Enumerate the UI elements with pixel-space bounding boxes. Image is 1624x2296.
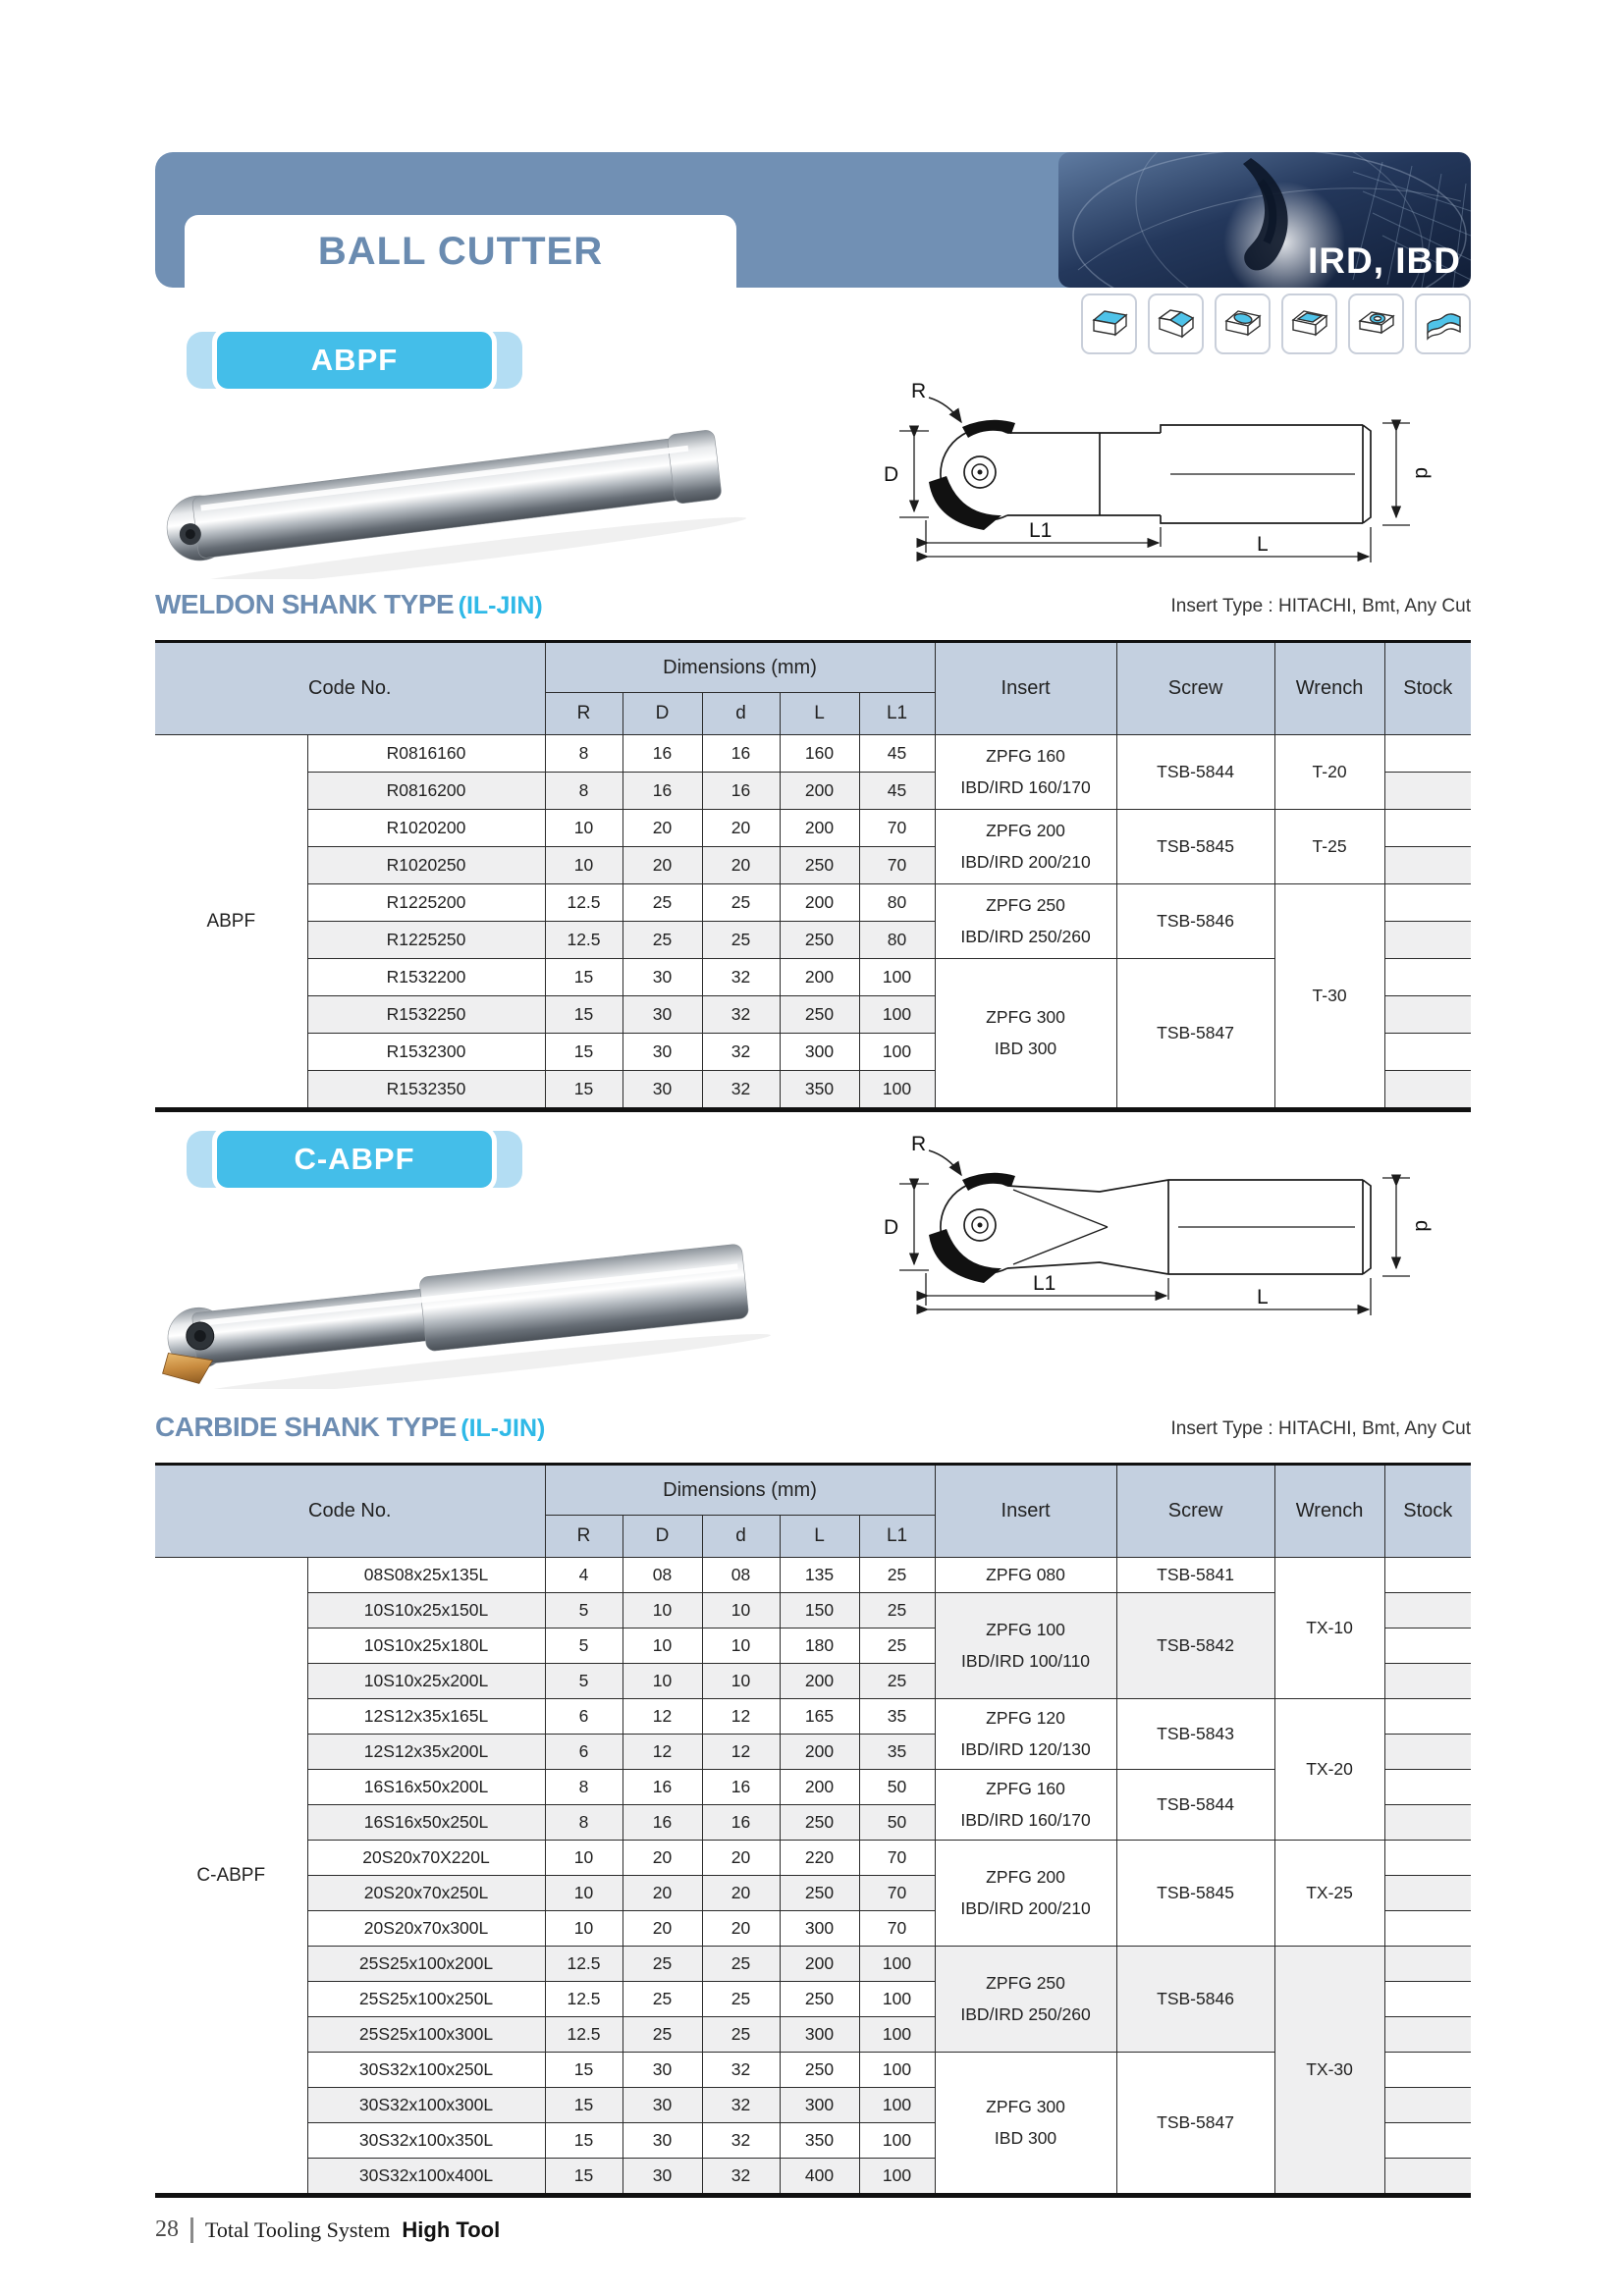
cell-dim: 32 [702, 996, 780, 1034]
insert-type-note: Insert Type : HITACHI, Bmt, Any Cut [1170, 1418, 1471, 1439]
cell-code: 12S12x35x165L [307, 1699, 545, 1735]
cell-stock [1384, 1911, 1471, 1947]
cell-dim: 100 [859, 1071, 935, 1110]
diagram-label-r: R [911, 380, 927, 402]
cell-dim: 100 [859, 959, 935, 996]
cell-dim: 25 [702, 2017, 780, 2053]
cell-code: R0816200 [307, 773, 545, 810]
cell-dim: 45 [859, 735, 935, 773]
cell-dim: 08 [623, 1558, 702, 1593]
header-band [155, 152, 1471, 288]
cell-dim: 400 [780, 2159, 859, 2196]
col-stock: Stock [1384, 1465, 1471, 1558]
cell-dim: 350 [780, 1071, 859, 1110]
cell-dim: 25 [702, 1982, 780, 2017]
cell-dim: 100 [859, 1034, 935, 1071]
col-dimensions: Dimensions (mm) [545, 1465, 935, 1516]
cell-stock [1384, 1071, 1471, 1110]
cell-dim: 20 [623, 1841, 702, 1876]
col-dim-D: D [623, 693, 702, 735]
ramp-milling-icon [1215, 294, 1271, 354]
cell-stock [1384, 922, 1471, 959]
cell-dim: 20 [623, 810, 702, 847]
cell-dim: 10 [545, 1841, 623, 1876]
diagram-label-L: L [1257, 533, 1269, 556]
col-dim-R: R [545, 1516, 623, 1558]
cell-wrench: T-25 [1274, 810, 1384, 884]
page-footer [155, 2216, 500, 2243]
badge-abpf-label: ABPF [310, 343, 399, 377]
cell-code: 10S10x25x200L [307, 1664, 545, 1699]
section-title-carbide [155, 1412, 1471, 1443]
cell-dim: 70 [859, 847, 935, 884]
cell-dim: 16 [702, 773, 780, 810]
diagram-label-D: D [884, 1216, 899, 1239]
col-dim-d: d [702, 1516, 780, 1558]
col-wrench: Wrench [1274, 642, 1384, 735]
cell-dim: 12.5 [545, 2017, 623, 2053]
cell-dim: 220 [780, 1841, 859, 1876]
cell-stock [1384, 1735, 1471, 1770]
cell-dim: 100 [859, 996, 935, 1034]
cell-screw: TSB-5847 [1116, 2053, 1274, 2196]
cell-dim: 20 [623, 847, 702, 884]
cell-group: C-ABPF [155, 1558, 307, 2196]
spec-table [155, 640, 1471, 1112]
cell-stock [1384, 1770, 1471, 1805]
cell-dim: 15 [545, 959, 623, 996]
badge-abpf [187, 332, 522, 389]
cell-dim: 32 [702, 2053, 780, 2088]
cell-dim: 20 [623, 1911, 702, 1947]
cell-dim: 200 [780, 1735, 859, 1770]
cell-dim: 12.5 [545, 1982, 623, 2017]
cell-insert: ZPFG 250 IBD/IRD 250/260 [935, 884, 1116, 959]
c-abpf-diagram [864, 1121, 1443, 1322]
cell-code: 20S20x70x250L [307, 1876, 545, 1911]
cell-dim: 12 [623, 1699, 702, 1735]
cell-insert: ZPFG 250 IBD/IRD 250/260 [935, 1947, 1116, 2053]
cell-screw: TSB-5845 [1116, 810, 1274, 884]
cell-dim: 80 [859, 922, 935, 959]
cell-dim: 20 [702, 1841, 780, 1876]
cell-screw: TSB-5841 [1116, 1558, 1274, 1593]
cell-dim: 250 [780, 996, 859, 1034]
cell-dim: 8 [545, 735, 623, 773]
cell-stock [1384, 1805, 1471, 1841]
cell-dim: 200 [780, 810, 859, 847]
cell-dim: 10 [545, 1911, 623, 1947]
cell-dim: 30 [623, 1071, 702, 1110]
c-abpf-product-photo [118, 1212, 805, 1389]
cell-stock [1384, 2123, 1471, 2159]
col-dim-L1: L1 [859, 693, 935, 735]
cell-dim: 25 [859, 1664, 935, 1699]
col-screw: Screw [1116, 1465, 1274, 1558]
cell-stock [1384, 2017, 1471, 2053]
cell-dim: 70 [859, 810, 935, 847]
cell-dim: 165 [780, 1699, 859, 1735]
cell-dim: 16 [623, 1805, 702, 1841]
cell-code: 20S20x70X220L [307, 1841, 545, 1876]
badge-c-abpf [187, 1131, 522, 1188]
cell-code: 10S10x25x150L [307, 1593, 545, 1629]
cell-stock [1384, 1664, 1471, 1699]
cell-insert: ZPFG 200 IBD/IRD 200/210 [935, 1841, 1116, 1947]
cell-dim: 250 [780, 1805, 859, 1841]
series-label: IRD, IBD [1308, 240, 1461, 281]
profile-milling-icon [1415, 294, 1471, 354]
cell-code: 30S32x100x400L [307, 2159, 545, 2196]
cell-screw: TSB-5844 [1116, 1770, 1274, 1841]
col-dim-L: L [780, 693, 859, 735]
cell-code: R1532300 [307, 1034, 545, 1071]
cell-dim: 20 [702, 1876, 780, 1911]
cell-dim: 12.5 [545, 1947, 623, 1982]
diagram-label-D: D [884, 463, 899, 486]
cell-stock [1384, 735, 1471, 773]
cell-dim: 25 [623, 1947, 702, 1982]
cell-code: 08S08x25x135L [307, 1558, 545, 1593]
cell-dim: 10 [545, 810, 623, 847]
cell-dim: 15 [545, 2088, 623, 2123]
cell-dim: 70 [859, 1911, 935, 1947]
diagram-label-L1: L1 [1029, 519, 1053, 542]
cell-dim: 15 [545, 2123, 623, 2159]
cell-dim: 135 [780, 1558, 859, 1593]
col-code: Code No. [155, 1465, 545, 1558]
cell-dim: 45 [859, 773, 935, 810]
cell-dim: 5 [545, 1629, 623, 1664]
cell-dim: 30 [623, 2159, 702, 2196]
cell-insert: ZPFG 120 IBD/IRD 120/130 [935, 1699, 1116, 1770]
cell-dim: 10 [702, 1593, 780, 1629]
cell-dim: 20 [702, 847, 780, 884]
cell-dim: 100 [859, 2017, 935, 2053]
cell-dim: 350 [780, 2123, 859, 2159]
cell-dim: 20 [702, 810, 780, 847]
cell-dim: 4 [545, 1558, 623, 1593]
cell-dim: 300 [780, 2017, 859, 2053]
col-dim-R: R [545, 693, 623, 735]
cell-stock [1384, 1982, 1471, 2017]
cell-dim: 200 [780, 1664, 859, 1699]
cell-dim: 35 [859, 1699, 935, 1735]
cell-dim: 10 [545, 847, 623, 884]
shank-type-brand: (IL-JIN) [460, 1415, 546, 1442]
cell-stock [1384, 2053, 1471, 2088]
footer-brand: High Tool [402, 2216, 501, 2242]
cell-dim: 50 [859, 1770, 935, 1805]
cell-dim: 16 [702, 1770, 780, 1805]
cell-code: R1225250 [307, 922, 545, 959]
cell-dim: 80 [859, 884, 935, 922]
cell-stock [1384, 1947, 1471, 1982]
cell-dim: 200 [780, 773, 859, 810]
spec-table [155, 1463, 1471, 2198]
cell-code: 16S16x50x250L [307, 1805, 545, 1841]
cell-code: 10S10x25x180L [307, 1629, 545, 1664]
col-insert: Insert [935, 1465, 1116, 1558]
cell-dim: 6 [545, 1699, 623, 1735]
cell-insert: ZPFG 300 IBD 300 [935, 959, 1116, 1110]
cell-wrench: TX-20 [1274, 1699, 1384, 1841]
cell-wrench: TX-25 [1274, 1841, 1384, 1947]
cell-dim: 200 [780, 884, 859, 922]
cell-dim: 30 [623, 2088, 702, 2123]
col-dimensions: Dimensions (mm) [545, 642, 935, 693]
cell-dim: 35 [859, 1735, 935, 1770]
cell-dim: 16 [623, 735, 702, 773]
col-wrench: Wrench [1274, 1465, 1384, 1558]
diagram-label-L1: L1 [1033, 1272, 1056, 1295]
diagram-label-d: d [1411, 467, 1434, 479]
cell-dim: 08 [702, 1558, 780, 1593]
cell-dim: 250 [780, 2053, 859, 2088]
page-title-box [185, 215, 736, 288]
cell-code: 16S16x50x200L [307, 1770, 545, 1805]
cell-group: ABPF [155, 735, 307, 1110]
cell-code: 25S25x100x200L [307, 1947, 545, 1982]
cell-dim: 70 [859, 1841, 935, 1876]
face-milling-icon [1081, 294, 1137, 354]
cell-dim: 30 [623, 2123, 702, 2159]
cell-dim: 12.5 [545, 884, 623, 922]
cell-dim: 32 [702, 2088, 780, 2123]
cell-dim: 16 [702, 1805, 780, 1841]
cell-stock [1384, 2088, 1471, 2123]
cell-code: 25S25x100x250L [307, 1982, 545, 2017]
cell-dim: 16 [702, 735, 780, 773]
cell-code: R1020200 [307, 810, 545, 847]
cell-code: 30S32x100x250L [307, 2053, 545, 2088]
cell-dim: 10 [623, 1629, 702, 1664]
section-title-weldon [155, 589, 1471, 620]
cell-stock [1384, 847, 1471, 884]
cell-dim: 180 [780, 1629, 859, 1664]
col-screw: Screw [1116, 642, 1274, 735]
col-stock: Stock [1384, 642, 1471, 735]
cell-dim: 100 [859, 2159, 935, 2196]
shank-type-brand: (IL-JIN) [458, 592, 543, 619]
col-insert: Insert [935, 642, 1116, 735]
cell-dim: 8 [545, 1805, 623, 1841]
cell-dim: 10 [623, 1664, 702, 1699]
header-photo [1058, 152, 1471, 288]
cell-stock [1384, 1841, 1471, 1876]
cell-dim: 20 [702, 1911, 780, 1947]
cell-code: 30S32x100x350L [307, 2123, 545, 2159]
cell-code: R0816160 [307, 735, 545, 773]
cell-dim: 15 [545, 996, 623, 1034]
cell-screw: TSB-5847 [1116, 959, 1274, 1110]
cell-screw: TSB-5845 [1116, 1841, 1274, 1947]
cell-dim: 300 [780, 1034, 859, 1071]
cell-dim: 250 [780, 1876, 859, 1911]
cell-dim: 25 [859, 1593, 935, 1629]
diagram-label-r: R [911, 1133, 927, 1155]
cell-dim: 15 [545, 2053, 623, 2088]
cell-stock [1384, 959, 1471, 996]
cell-dim: 15 [545, 1034, 623, 1071]
cell-insert: ZPFG 300 IBD 300 [935, 2053, 1116, 2196]
cell-dim: 12 [702, 1699, 780, 1735]
cell-dim: 25 [702, 1947, 780, 1982]
cell-wrench: TX-30 [1274, 1947, 1384, 2196]
cell-code: R1020250 [307, 847, 545, 884]
slot-milling-icon [1281, 294, 1337, 354]
cell-code: R1532350 [307, 1071, 545, 1110]
cell-dim: 100 [859, 1947, 935, 1982]
cell-dim: 200 [780, 1770, 859, 1805]
cell-dim: 160 [780, 735, 859, 773]
cell-code: 12S12x35x200L [307, 1735, 545, 1770]
cell-dim: 20 [623, 1876, 702, 1911]
cell-stock [1384, 2159, 1471, 2196]
cell-dim: 25 [623, 884, 702, 922]
cell-dim: 25 [859, 1629, 935, 1664]
footer-divider [190, 2217, 193, 2243]
cell-dim: 32 [702, 1071, 780, 1110]
cell-stock [1384, 1876, 1471, 1911]
cell-dim: 200 [780, 959, 859, 996]
cell-dim: 300 [780, 2088, 859, 2123]
cell-wrench: T-30 [1274, 884, 1384, 1110]
abpf-product-photo [123, 407, 771, 579]
cell-stock [1384, 884, 1471, 922]
cell-dim: 15 [545, 1071, 623, 1110]
cell-insert: ZPFG 080 [935, 1558, 1116, 1593]
cell-dim: 250 [780, 922, 859, 959]
cell-code: 25S25x100x300L [307, 2017, 545, 2053]
shank-type-title: WELDON SHANK TYPE [155, 589, 455, 619]
cell-screw: TSB-5846 [1116, 884, 1274, 959]
cell-dim: 150 [780, 1593, 859, 1629]
cell-stock [1384, 1593, 1471, 1629]
cell-wrench: T-20 [1274, 735, 1384, 810]
cell-dim: 30 [623, 2053, 702, 2088]
cell-dim: 15 [545, 2159, 623, 2196]
cell-dim: 50 [859, 1805, 935, 1841]
cell-dim: 100 [859, 2123, 935, 2159]
cell-stock [1384, 1034, 1471, 1071]
cell-insert: ZPFG 100 IBD/IRD 100/110 [935, 1593, 1116, 1699]
cell-screw: TSB-5843 [1116, 1699, 1274, 1770]
cell-dim: 250 [780, 1982, 859, 2017]
cell-screw: TSB-5844 [1116, 735, 1274, 810]
cell-dim: 200 [780, 1947, 859, 1982]
cell-dim: 25 [623, 2017, 702, 2053]
cell-insert: ZPFG 200 IBD/IRD 200/210 [935, 810, 1116, 884]
cell-dim: 25 [702, 922, 780, 959]
cell-stock [1384, 1699, 1471, 1735]
cell-stock [1384, 773, 1471, 810]
cell-dim: 16 [623, 1770, 702, 1805]
cell-dim: 12 [702, 1735, 780, 1770]
abpf-diagram [864, 368, 1443, 569]
col-code: Code No. [155, 642, 545, 735]
cell-dim: 32 [702, 959, 780, 996]
cell-dim: 32 [702, 2159, 780, 2196]
carbide-spec-table [155, 1463, 1471, 2198]
badge-c-abpf-label: C-ABPF [294, 1142, 415, 1176]
footer-tagline: Total Tooling System [205, 2216, 391, 2242]
cell-dim: 30 [623, 1034, 702, 1071]
col-dim-D: D [623, 1516, 702, 1558]
cell-dim: 100 [859, 2053, 935, 2088]
col-dim-d: d [702, 693, 780, 735]
cell-dim: 12.5 [545, 922, 623, 959]
cell-dim: 16 [623, 773, 702, 810]
cell-dim: 25 [702, 884, 780, 922]
cell-dim: 300 [780, 1911, 859, 1947]
cell-wrench: TX-10 [1274, 1558, 1384, 1699]
cell-stock [1384, 1629, 1471, 1664]
cell-dim: 100 [859, 1982, 935, 2017]
cell-code: R1532200 [307, 959, 545, 996]
col-dim-L1: L1 [859, 1516, 935, 1558]
cell-dim: 10 [702, 1664, 780, 1699]
cell-screw: TSB-5846 [1116, 1947, 1274, 2053]
cell-dim: 30 [623, 959, 702, 996]
shoulder-milling-icon [1148, 294, 1204, 354]
cell-code: 20S20x70x300L [307, 1911, 545, 1947]
cell-dim: 70 [859, 1876, 935, 1911]
col-dim-L: L [780, 1516, 859, 1558]
cell-code: R1225200 [307, 884, 545, 922]
cell-dim: 10 [623, 1593, 702, 1629]
cell-dim: 6 [545, 1735, 623, 1770]
cell-dim: 5 [545, 1593, 623, 1629]
application-icons-row [1081, 294, 1471, 354]
cell-dim: 8 [545, 773, 623, 810]
page-number: 28 [155, 2216, 179, 2242]
cell-dim: 10 [702, 1629, 780, 1664]
cell-dim: 250 [780, 847, 859, 884]
cell-dim: 30 [623, 996, 702, 1034]
cell-screw: TSB-5842 [1116, 1593, 1274, 1699]
cell-dim: 12 [623, 1735, 702, 1770]
cell-dim: 8 [545, 1770, 623, 1805]
cell-dim: 32 [702, 2123, 780, 2159]
cell-stock [1384, 996, 1471, 1034]
cell-dim: 25 [859, 1558, 935, 1593]
helical-milling-icon [1348, 294, 1404, 354]
diagram-label-d: d [1411, 1220, 1434, 1232]
insert-type-note: Insert Type : HITACHI, Bmt, Any Cut [1170, 596, 1471, 616]
page-title: BALL CUTTER [317, 229, 604, 273]
diagram-label-L: L [1257, 1286, 1269, 1308]
cell-stock [1384, 810, 1471, 847]
cell-dim: 25 [623, 1982, 702, 2017]
cell-dim: 32 [702, 1034, 780, 1071]
cell-code: 30S32x100x300L [307, 2088, 545, 2123]
cell-code: R1532250 [307, 996, 545, 1034]
cell-insert: ZPFG 160 IBD/IRD 160/170 [935, 1770, 1116, 1841]
cell-dim: 100 [859, 2088, 935, 2123]
cell-dim: 10 [545, 1876, 623, 1911]
weldon-spec-table [155, 640, 1471, 1112]
cell-dim: 5 [545, 1664, 623, 1699]
shank-type-title: CARBIDE SHANK TYPE [155, 1412, 457, 1442]
cell-stock [1384, 1558, 1471, 1593]
cell-insert: ZPFG 160 IBD/IRD 160/170 [935, 735, 1116, 810]
cell-dim: 25 [623, 922, 702, 959]
